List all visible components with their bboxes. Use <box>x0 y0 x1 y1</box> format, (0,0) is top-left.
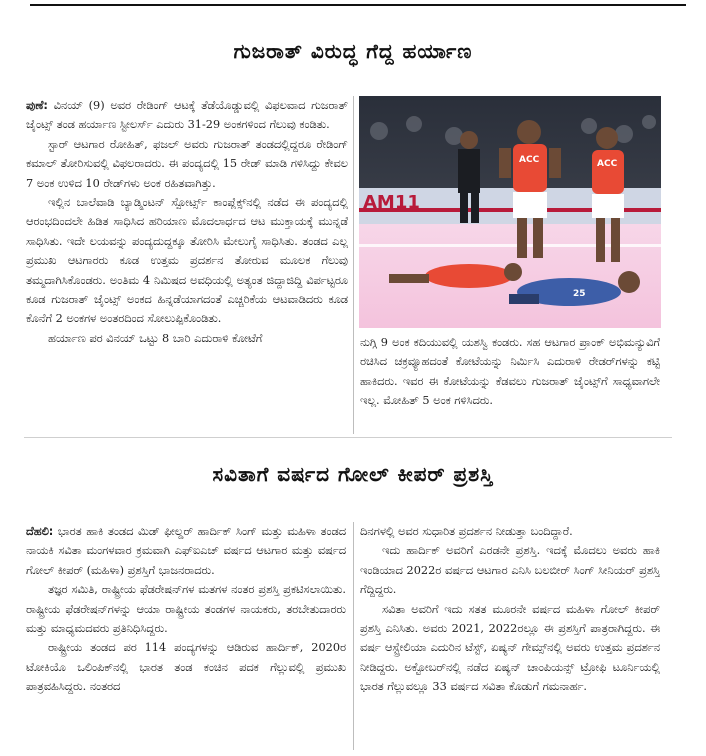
story2-headline: ಸವಿತಾಗೆ ವರ್ಷದ ಗೋಲ್ ಕೀಪರ್ ಪ್ರಶಸ್ತಿ <box>212 462 494 486</box>
story2-paragraph-1-text: ಭಾರತ ಹಾಕಿ ತಂಡದ ಮಿಡ್ ಫೀಲ್ಡರ್ ಹಾರ್ದಿಕ್ ಸಿಂಗ್ ಮತ್ತು ಮಹಿಳಾ ತಂಡದ ನಾಯಕಿ ಸವಿತಾ ಮಂಗಳವಾರ ಕ್ರಮವಾಗಿ ಎಫ್‌ಐಎಚ್ ವರ್ಷದ ಆಟಗಾರ ಮತ್ತು ವರ್ಷದ ಗೋಲ್ ಕೀಪರ್ (ಮಹಿಳಾ) ಪ್ರಶಸ್ತಿಗೆ ಭಾಜನರಾದರು. <box>26 525 346 577</box>
column-divider <box>353 96 354 434</box>
story2-left-column <box>26 522 346 752</box>
banner-text: AM11 <box>363 192 420 213</box>
top-rule <box>30 4 686 6</box>
jersey-text-1: ACC <box>519 155 540 165</box>
story2-right-column <box>360 522 660 752</box>
story1-paragraph-2: ಸ್ಟಾರ್ ಆಟಗಾರ ರೋಹಿತ್, ಫಜಲ್ ಅವರು ಗುಜರಾತ್ ತಂಡದಲ್ಲಿದ್ದರೂ ರೇಡಿಂಗ್ ಕಮಾಲ್ ತೋರಿಸುವಲ್ಲಿ ವಿಫಲರಾದರು. ಈ ಪಂದ್ಯದಲ್ಲಿ 15 ರೇಡ್ ಮಾಡಿ ಗಳಿಸಿದ್ದು ಕೇವಲ 7 ಅಂಕ ಉಳಿದ 10 ರೇಡ್‌ಗಳು ಅಂಕ ರಹಿತವಾಗಿತ್ತು. <box>26 137 348 190</box>
story2-paragraph-1 <box>26 522 346 580</box>
story1-paragraph-3: ಇಲ್ಲಿನ ಬಾಲೆವಾಡಿ ಬ್ಯಾಡ್ಮಿಂಟನ್ ಸ್ಪೋರ್ಟ್ಸ್ ಕಾಂಪ್ಲೆಕ್ಸ್‌ನಲ್ಲಿ ನಡೆದ ಈ ಪಂದ್ಯದಲ್ಲಿ ಆರಂಭದಿಂದಲೇ ಹಿಡಿತ ಸಾಧಿಸಿದ ಹರಿಯಾಣ ಮೊದಲಾರ್ಧದ ಆಟ ಮುಕ್ತಾಯಕ್ಕೆ ಮುನ್ನಡೆ ಸಾಧಿಸಿತು. ಇದೇ ಲಯವನ್ನು ಪಂದ್ಯದುದ್ದಕ್ಕೂ ತೋರಿಸಿ ಮೇಲುಗೈ ಸಾಧಿಸಿತು. ತಂಡದ ಎಲ್ಲ ಪ್ರಮುಖ ಆಟಗಾರರು ಕೂಡ ಉತ್ತಮ ಪ್ರದರ್ಶನ ತೋರುವ ಮೂಲಕ ಗೆಲುವು ತಮ್ಮದಾಗಿಸಿಕೊಂಡರು. ಅಂತಿಮ 4 ನಿಮಿಷದ ಅವಧಿಯಲ್ಲಿ ಅತ್ಯಂತ ಜಿದ್ದಾಜಿದ್ದಿ ವಿರ್ಪಟ್ಟರೂ ಕೂಡ ಗುಜರಾತ್ ಜೈಂಟ್ಸ್ ಅಂಕದ ಹಿನ್ನಡೆಯಾಗದಂತೆ ಎಚ್ಚರಿಕೆಯ ಆಟವಾಡಿದರು ಕೂಡ ಕೊನೆಗೆ 2 ಅಂಕಗಳ ಅಂತರದಿಂದ ಸೋಲುಪ್ಪಿಕೊಂಡಿತು. <box>26 196 348 326</box>
story1-headline: ಗುಜರಾತ್ ವಿರುದ್ಧ ಗೆದ್ದ ಹರ್ಯಾಣ <box>233 39 473 63</box>
story1-paragraph-1 <box>26 96 348 135</box>
story2-paragraph-2: ತಜ್ಞರ ಸಮಿತಿ, ರಾಷ್ಟ್ರೀಯ ಫೆಡರೇಷನ್‌ಗಳ ಮತಗಳ ನಂತರ ಪ್ರಶಸ್ತಿ ಪ್ರಕಟಿಸಲಾಯಿತು. ರಾಷ್ಟ್ರೀಯ ಫೆಡರೇಷನ್‌ಗಳನ್ನು ಆಯಾ ರಾಷ್ಟ್ರೀಯ ತಂಡಗಳ ನಾಯಕರು, ತರಬೇತುದಾರರು ಮತ್ತು ಮಾಧ್ಯಮದವರು ಪ್ರತಿನಿಧಿಸಿದ್ದರು. <box>26 583 346 636</box>
story1-paragraph-4: ಹರ್ಯಾಣ ಪರ ವಿನಯ್ ಒಟ್ಟು 8 ಬಾರಿ ಎದುರಾಳಿ ಕೋಟೆಗೆ <box>48 331 263 345</box>
story1-dateline: ಪುಣೆ: <box>26 99 48 112</box>
story1-right-column <box>360 333 660 433</box>
story1-paragraph-1-text: ವಿನಯ್ (9) ಅವರ ರೇಡಿಂಗ್ ಆಟಕ್ಕೆ ತೆಡೆಯೊಡ್ಡುವಲ್ಲಿ ವಿಫಲವಾದ ಗುಜರಾತ್ ಜೈಂಟ್ಸ್ ತಂಡ ಹರ್ಯಾಣ ಸ್ಟೀಲರ್ಸ್ ಎದುರು 31-29 ಅಂಕಗಳಿಂದ ಗೆಲುವು ಕಂಡಿತು. <box>26 99 348 132</box>
story1-paragraph-5: ನುಗ್ಗಿ 9 ಅಂಕ ಕದಿಯುವಲ್ಲಿ ಯಶಸ್ವಿ ಕಂಡರು. ಸಹ ಆಟಗಾರ ಪ್ರಾಂಕ್ ಅಭಿಮನ್ಯುವಿಗೆ ರಚಿಸಿದ ಚಕ್ರವ್ಯೂಹದಂತೆ ಕೋಟೆಯನ್ನು ನಿರ್ಮಿಸಿ ಎದುರಾಳಿ ರೇಡರ್‌ಗಳನ್ನು ಕಟ್ಟಿ ಹಾಕಿದರು. ಇವರ ಈ ಕೋಟೆಯನ್ನು ಕೆಡವಲು ಗುಜರಾತ್ ಜೈಂಟ್ಸ್‌ಗೆ ಸಾಧ್ಯವಾಗಲೇ ಇಲ್ಲ. ಮೋಹಿತ್ 5 ಅಂಕ ಗಳಿಸಿದರು. <box>360 336 660 408</box>
story2-paragraph-4: ದಿನಗಳಲ್ಲಿ ಅವರ ಸುಧಾರಿತ ಪ್ರದರ್ಶನ ನೀಡುತ್ತಾ ಬಂದಿದ್ದಾರೆ. <box>360 525 573 538</box>
story2-paragraph-6: ಸವಿತಾ ಅವರಿಗೆ ಇದು ಸತತ ಮೂರನೇ ವರ್ಷದ ಮಹಿಳಾ ಗೋಲ್ ಕೀಪರ್ ಪ್ರಶಸ್ತಿ ಎನಿಸಿತು. ಅವರು 2021, 2022ರಲ್ಲೂ ಈ ಪ್ರಶಸ್ತಿಗೆ ಪಾತ್ರರಾಗಿದ್ದರು. ಈ ವರ್ಷ ಆಸ್ಟ್ರೇಲಿಯಾ ಎದುರಿನ ಟೆಸ್ಟ್, ಏಷ್ಯನ್ ಗೇಮ್ಸ್‌ನಲ್ಲಿ ಅವರು ಉತ್ತಮ ಪ್ರದರ್ಶನ ನೀಡಿದ್ದರು. ಅಕ್ಟೋಬರ್‌ನಲ್ಲಿ ನಡೆದ ಏಷ್ಯನ್ ಚಾಂಪಿಯನ್ಸ್ ಟ್ರೋಫಿ ಟೂರ್ನಿಯಲ್ಲಿ ಭಾರತ ಗೆಲ್ಲುವಲ್ಲೂ 33 ವರ್ಷದ ಸವಿತಾ ಕೊಡುಗೆ ಗಮನಾರ್ಹ. <box>360 602 660 694</box>
kabaddi-photo <box>359 96 661 328</box>
story2-paragraph-3: ರಾಷ್ಟ್ರೀಯ ತಂಡದ ಪರ 114 ಪಂದ್ಯಗಳನ್ನು ಆಡಿರುವ ಹಾರ್ದಿಕ್, 2020ರ ಟೋಕಿಯೊ ಒಲಿಂಪಿಕ್‌ನಲ್ಲಿ ಭಾರತ ತಂಡ ಕಂಚಿನ ಪದಕ ಗೆಲ್ಲುವಲ್ಲಿ ಪ್ರಮುಖ ಪಾತ್ರವಹಿಸಿದ್ದರು. ನಂತರದ <box>26 641 346 694</box>
jersey-text-2: ACC <box>597 159 618 169</box>
section-divider <box>24 437 672 438</box>
story2-dateline: ದೆಹಲಿ: <box>26 525 54 538</box>
story1-left-column <box>26 96 348 434</box>
story2-paragraph-5: ಇದು ಹಾರ್ದಿಕ್ ಅವರಿಗೆ ಎರಡನೇ ಪ್ರಶಸ್ತಿ. ಇದಕ್ಕೆ ಮೊದಲು ಅವರು ಹಾಕಿ ಇಂಡಿಯಾದ 2022ರ ವರ್ಷದ ಆಟಗಾರ ಎನಿಸಿ ಬಲಬೀರ್ ಸಿಂಗ್ ಸೀನಿಯರ್ ಪ್ರಶಸ್ತಿ ಗೆದ್ದಿದ್ದರು. <box>360 544 660 597</box>
column-divider-2 <box>353 522 354 750</box>
player-number: 25 <box>573 289 586 299</box>
